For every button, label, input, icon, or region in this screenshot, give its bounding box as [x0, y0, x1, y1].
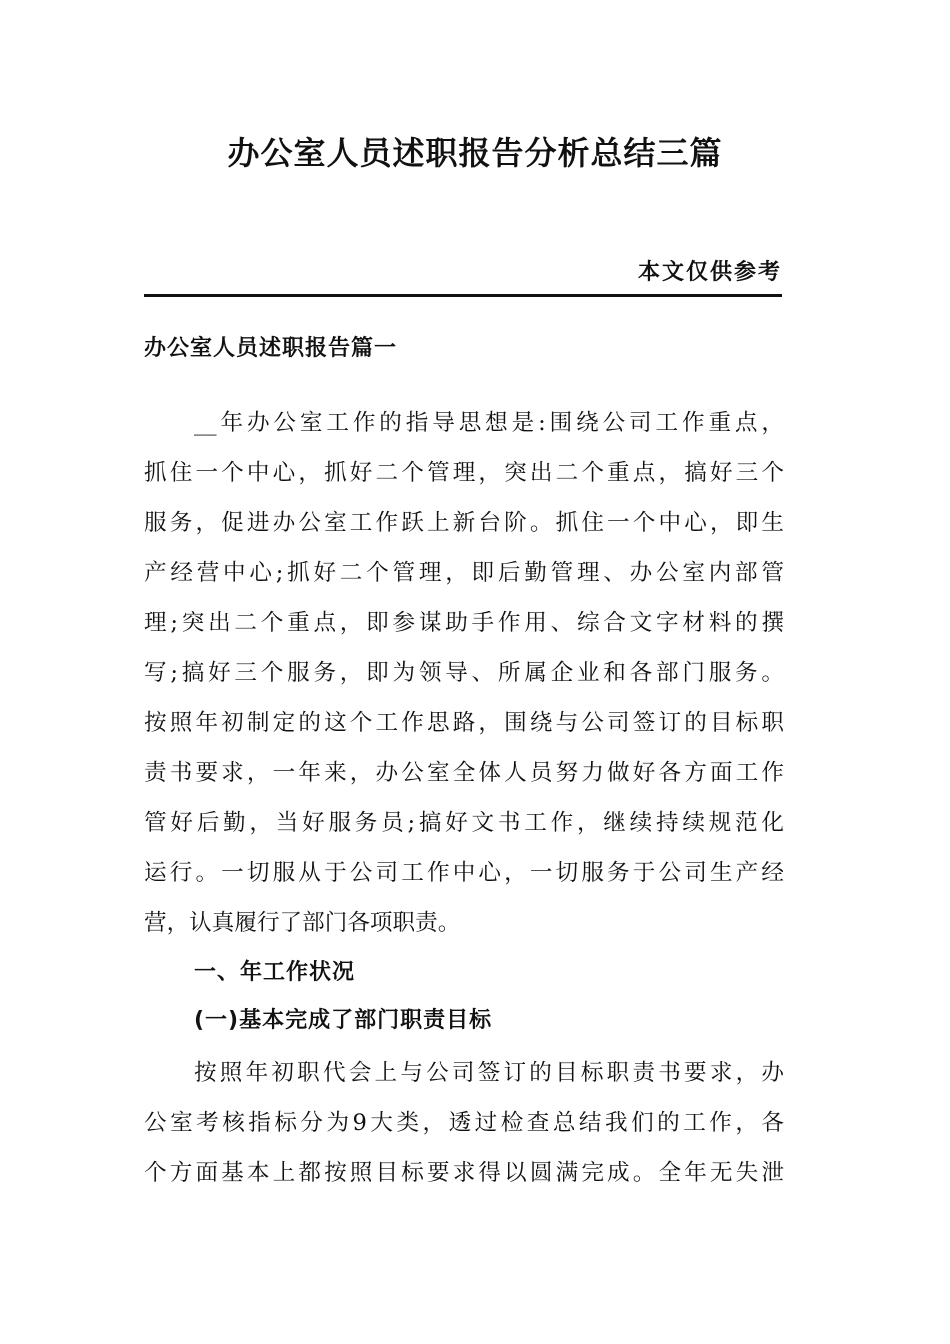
paragraph-line: 责书要求，一年来，办公室全体人员努力做好各方面工作	[144, 760, 784, 786]
paragraph-line: 产经营中心;抓好二个管理，即后勤管理、办公室内部管	[144, 560, 784, 586]
document-title: 办公室人员述职报告分析总结三篇	[227, 134, 723, 172]
paragraph-line: 抓住一个中心，抓好二个管理，突出二个重点，搞好三个	[144, 460, 784, 486]
paragraph-line: 理;突出二个重点，即参谋助手作用、综合文字材料的撰	[144, 610, 784, 636]
paragraph-line: 写;搞好三个服务，即为领导、所属企业和各部门服务。	[144, 660, 784, 686]
paragraph-2	[144, 1048, 784, 1198]
header-divider	[144, 294, 782, 297]
heading-level-2: (一)基本完成了部门职责目标	[194, 1008, 493, 1033]
paragraph-1	[144, 398, 784, 948]
reference-note: 本文仅供参考	[637, 260, 782, 285]
paragraph-line: 管好后勤，当好服务员;搞好文书工作，继续持续规范化	[144, 810, 784, 836]
paragraph-line: 公室考核指标分为9大类，透过检查总结我们的工作，各	[144, 1110, 784, 1136]
paragraph-line: 按照年初制定的这个工作思路，围绕与公司签订的目标职	[144, 710, 784, 736]
paragraph-line: 营，认真履行了部门各项职责。	[144, 910, 461, 936]
heading-level-1: 一、年工作状况	[194, 960, 356, 985]
section-title: 办公室人员述职报告篇一	[144, 336, 398, 361]
paragraph-line: 按照年初职代会上与公司签订的目标职责书要求，办	[194, 1060, 784, 1086]
paragraph-line: 运行。一切服从于公司工作中心，一切服务于公司生产经	[144, 860, 784, 886]
paragraph-line: 个方面基本上都按照目标要求得以圆满完成。全年无失泄	[144, 1160, 784, 1186]
paragraph-line: 服务，促进办公室工作跃上新台阶。抓住一个中心，即生	[144, 510, 784, 536]
paragraph-line: __年办公室工作的指导思想是:围绕公司工作重点，	[194, 410, 784, 436]
